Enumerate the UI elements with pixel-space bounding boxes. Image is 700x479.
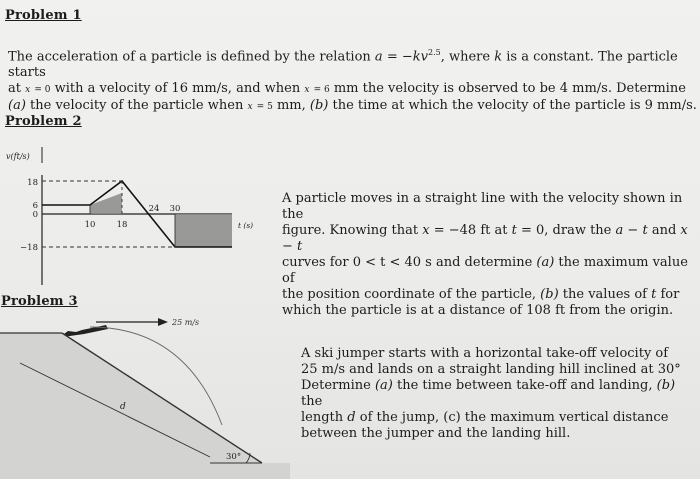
y-tick-6: 6 <box>32 201 38 211</box>
ski-jump-figure <box>0 305 290 479</box>
problem-1-heading: Problem 1 <box>5 8 82 23</box>
problem-2-line-3: curves for 0 < t < 40 s and determine (a) the maximum value of <box>282 255 688 286</box>
problem-2-line-2: figure. Knowing that x = −48 ft at t = 0, draw the a − t and x − t <box>282 223 688 254</box>
problem-3-line-2: 25 m/s and lands on a straight landing hill inclined at 30° <box>301 362 681 377</box>
problem-3-line-1: A ski jumper starts with a horizontal take-off velocity of <box>301 346 669 361</box>
problem-2-line-5: which the particle is at a distance of 108 ft from the origin. <box>282 303 674 318</box>
problem-3-line-3: Determine (a) the time between take-off and landing, (b) the <box>301 378 676 409</box>
y-tick-neg18: −18 <box>20 243 38 253</box>
x-label-18: 18 <box>116 220 128 230</box>
problem-1-text <box>8 45 698 115</box>
x-label-30: 30 <box>169 204 181 214</box>
problem-3-line-4: length d of the jump, (c) the maximum vertical distance <box>301 410 669 425</box>
positive-area-shading <box>42 193 122 214</box>
problem-2-line-1: A particle moves in a straight line with the velocity shown in the <box>282 191 683 222</box>
problem-2-heading: Problem 2 <box>5 114 82 129</box>
problem-3-heading: Problem 3 <box>1 294 78 309</box>
t-axis-label: t (s) <box>238 221 254 230</box>
y-axis-label: v(ft/s) <box>6 152 30 161</box>
velocity-time-graph <box>0 135 280 295</box>
problem-3-text <box>301 346 696 442</box>
velocity-arrow-head-icon <box>158 318 168 326</box>
y-tick-18: 18 <box>27 178 38 188</box>
ski-jumper-icon <box>60 325 108 337</box>
distance-label: d <box>120 402 126 412</box>
negative-area-shading <box>142 214 232 247</box>
velocity-label: 25 m/s <box>172 318 200 327</box>
problem-1-line-2: at x = 0 with a velocity of 16 mm/s, and when x = 6 mm the velocity is observed to be 4 mm/s. Determine <box>8 81 686 97</box>
y-tick-0: 0 <box>32 210 38 220</box>
landing-hill-shading <box>0 333 290 479</box>
problem-3-line-5: between the jumper and the landing hill. <box>301 426 571 441</box>
problem-2-text <box>282 191 700 319</box>
problem-2-line-4: the position coordinate of the particle, (b) the values of t for <box>282 287 680 302</box>
x-label-10: 10 <box>84 220 96 230</box>
problem-1-line-1: The acceleration of a particle is defined by the relation $a = -kv^{2.5}$, where k is a constant. The particle starts <box>8 48 678 81</box>
angle-label: 30° <box>226 452 242 462</box>
x-label-24: 24 <box>148 204 160 214</box>
problem-1-line-3: (a) the velocity of the particle when x = 5 mm, (b) the time at which the velocity of the particle is 9 mm/s. <box>8 98 697 114</box>
